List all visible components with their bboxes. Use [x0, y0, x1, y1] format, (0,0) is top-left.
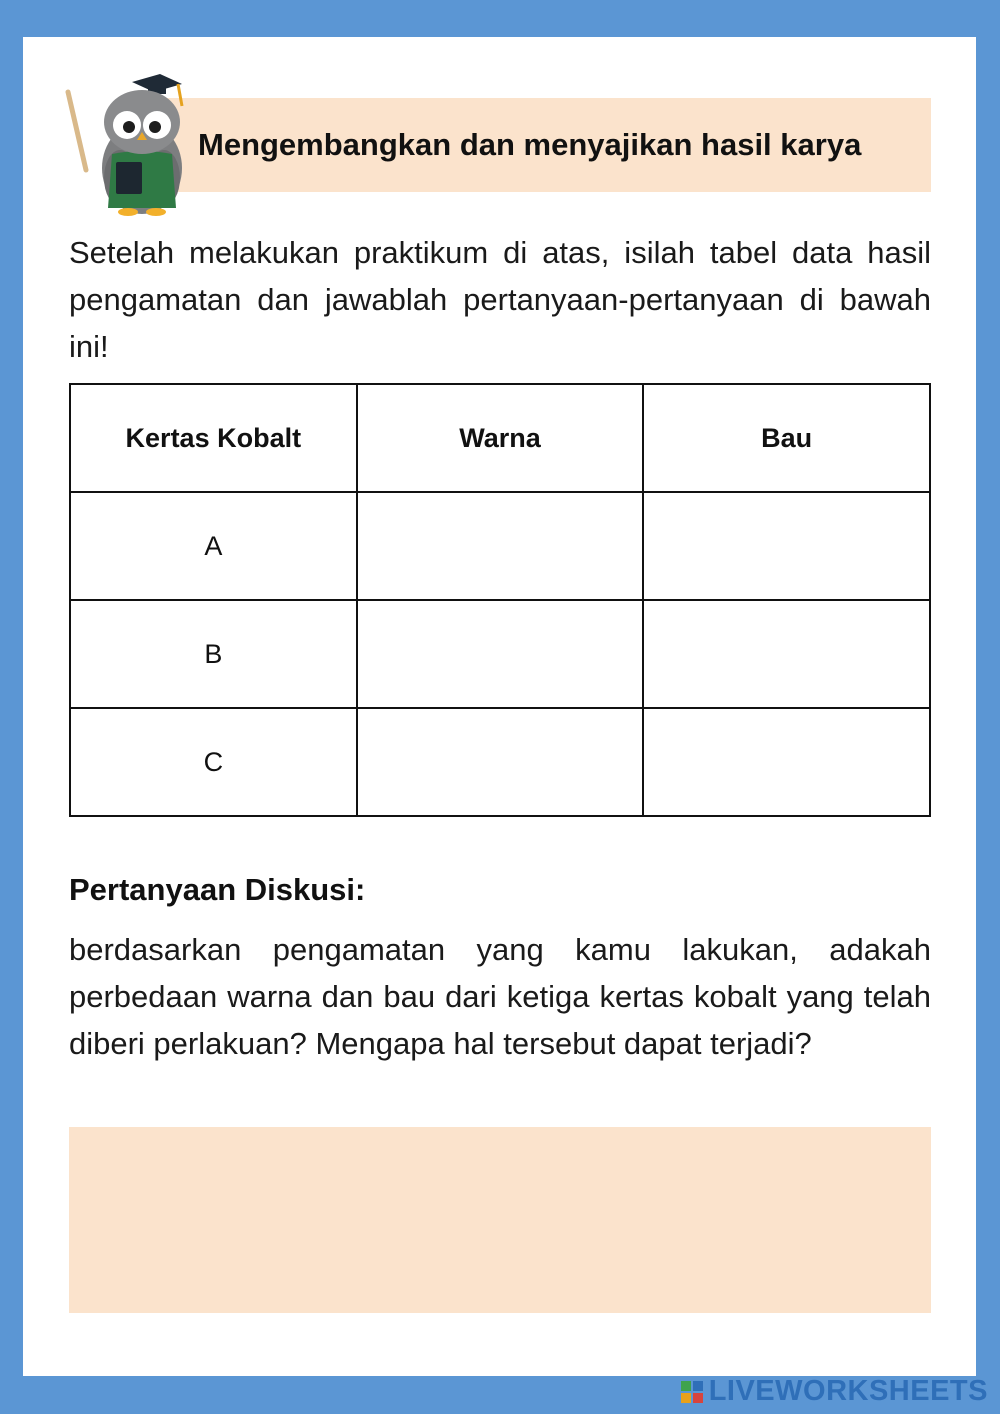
instruction-text: Setelah melakukan praktikum di atas, isilah tabel data hasil pengamatan dan jawablah pertanyaan-pertanyaan di bawah ini! [69, 235, 931, 364]
liveworksheets-logo-icon [681, 1381, 703, 1403]
row-label: C [70, 708, 357, 816]
table-row [70, 600, 930, 708]
observation-table [69, 383, 931, 817]
bau-cell[interactable] [643, 708, 930, 816]
liveworksheets-branding [681, 1375, 988, 1408]
warna-cell[interactable] [357, 600, 644, 708]
table-row [70, 708, 930, 816]
table-row [70, 492, 930, 600]
warna-cell[interactable] [357, 492, 644, 600]
discussion-heading: Pertanyaan Diskusi: [69, 872, 366, 907]
page-title: Mengembangkan dan menyajikan hasil karya [198, 127, 862, 162]
header-warna: Warna [357, 384, 644, 492]
discussion-question: berdasarkan pengamatan yang kamu lakukan, adakah perbedaan warna dan bau dari ketiga kertas kobalt yang telah diberi perlakuan? Mengapa hal tersebut dapat terjadi? [69, 932, 931, 1061]
header-bau: Bau [643, 384, 930, 492]
bau-cell[interactable] [643, 492, 930, 600]
answer-box[interactable] [69, 1127, 931, 1313]
table-header-row [70, 384, 930, 492]
warna-cell[interactable] [357, 708, 644, 816]
row-label: A [70, 492, 357, 600]
owl-teacher-icon [60, 70, 195, 220]
brand-name: LIVEWORKSHEETS [708, 1375, 988, 1407]
bau-cell[interactable] [643, 600, 930, 708]
header-kertas-kobalt: Kertas Kobalt [70, 384, 357, 492]
row-label: B [70, 600, 357, 708]
